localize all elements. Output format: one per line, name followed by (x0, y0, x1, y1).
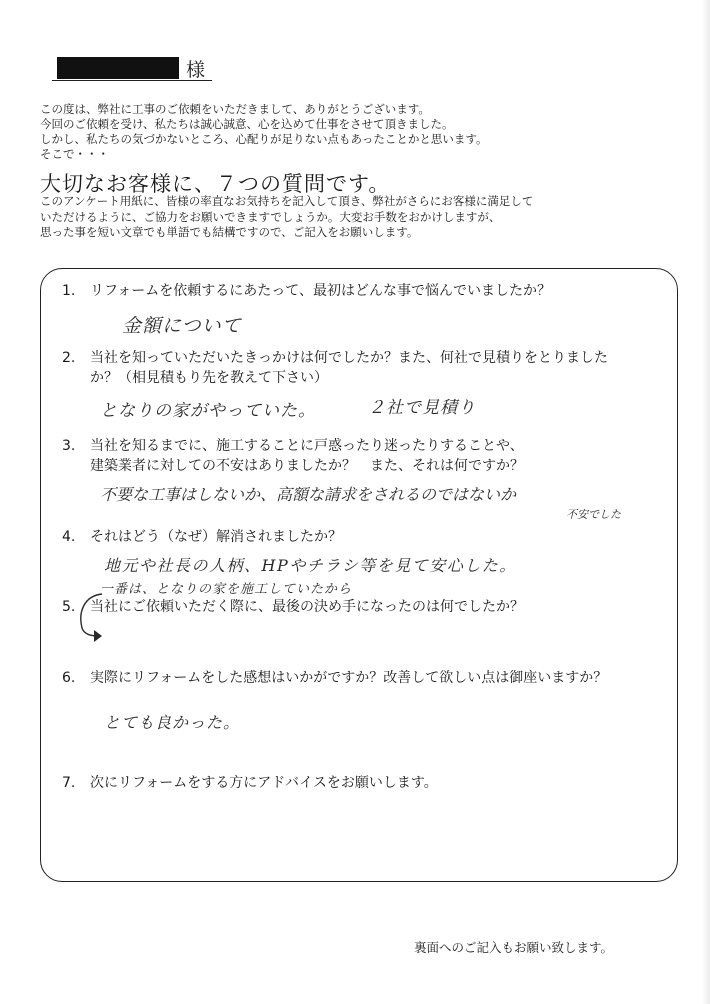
question-number: 5. (62, 599, 76, 615)
question-number: 4. (62, 529, 76, 545)
question-text: それはどう（なぜ）解消されましたか？ (90, 529, 342, 545)
handwritten-answer: 不安でした (566, 508, 621, 521)
question-text: 当社を知るまでに、施工することに戸惑ったり迷ったりすることや、 (90, 438, 524, 454)
question-text: 実際にリフォームをした感想はいかがですか？改善して欲しい点は御座いますか？ (90, 670, 608, 686)
request-text (40, 194, 533, 241)
intro-text (40, 102, 680, 162)
question-text: リフォームを依頼するにあたって、最初はどんな事で悩んでいましたか？ (90, 283, 552, 299)
intro-line: そこで・・・ (40, 147, 109, 161)
handwritten-answer: 地元や社長の人柄、HPやチラシ等を見て安心した。 (104, 556, 517, 575)
handwritten-answer: 一番は、となりの家を施工していたから (100, 582, 353, 597)
request-line: いただけるように、ご協力をお願いできますでしょうか。大変お手数をおかけしますが、 (40, 209, 501, 224)
scan-edge-shadow (702, 0, 710, 1004)
question-text: 建築業者に対しての不安はありましたか？ また、それは何ですか？ (90, 458, 524, 474)
redacted-customer-name (57, 57, 179, 79)
handwritten-answer: 不要な工事はしないか、高額な請求をされるのではないか (100, 485, 517, 504)
handwritten-answer: 金額について (122, 315, 242, 337)
intro-line: しかし、私たちの気づかないところ、心配りが足りない点もあったことかと思います。 (40, 132, 488, 146)
honorific: 様 (186, 59, 206, 81)
handwritten-answer: ２社で見積り (368, 398, 476, 418)
intro-line: 今回のご依頼を受け、私たちは誠心誠意、心を込めて仕事をさせて頂きました。 (40, 117, 454, 131)
handwritten-answer: とても良かった。 (104, 713, 241, 732)
request-line: 思った事を短い文章でも単語でも結構ですので、ご記入をお願いします。 (40, 225, 419, 239)
request-line: このアンケート用紙に、皆様の率直なお気持ちを記入して頂き、弊社がさらにお客様に満足して (40, 194, 534, 208)
question-number: 6. (62, 670, 76, 686)
handwritten-answer: となりの家がやっていた。 (100, 401, 316, 421)
question-number: 7. (62, 775, 76, 791)
question-number: 3. (62, 438, 76, 454)
question-text: 当社を知っていただいたきっかけは何でしたか？また、何社で見積りをとりました (90, 350, 608, 366)
handwritten-arrow (70, 590, 120, 648)
survey-headline: 大切なお客様に、７つの質問です。 (40, 172, 391, 196)
question-text: 当社にご依頼いただく際に、最後の決め手になったのは何でしたか？ (90, 599, 524, 615)
question-number: 1. (62, 283, 76, 299)
question-text: か？（相見積もり先を教えて下さい） (90, 370, 328, 386)
intro-line: この度は、弊社に工事のご依頼をいただきまして、ありがとうございます。 (40, 102, 430, 116)
footer-note: 裏面へのご記入もお願い致します。 (414, 940, 614, 955)
question-text: 次にリフォームをする方にアドバイスをお願いします。 (90, 775, 438, 791)
question-number: 2. (62, 350, 76, 366)
